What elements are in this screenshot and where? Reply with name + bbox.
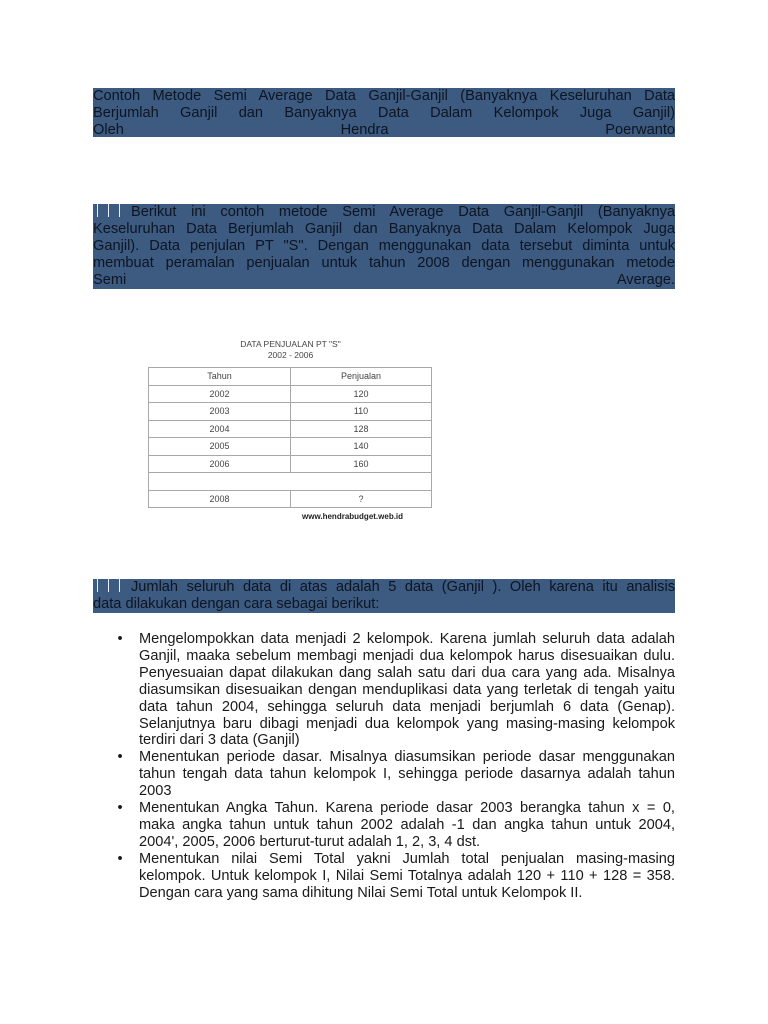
summary-line-1: [93, 579, 675, 596]
sales-table-figure: [148, 336, 433, 526]
table-row: [149, 403, 432, 421]
summary-line-2: data dilakukan dengan cara sebagai berikut:: [93, 596, 380, 612]
table-source-url: www.hendrabudget.web.id: [302, 512, 404, 521]
header-tahun: Tahun: [149, 368, 291, 386]
title-line-3: Oleh Hendra Poerwanto: [93, 122, 675, 138]
cell-sales: 140: [291, 438, 432, 456]
sales-table: [148, 367, 432, 508]
cell-year: 2004: [149, 420, 291, 438]
table-row: [149, 420, 432, 438]
bullet-icon: •: [117, 850, 123, 867]
cell-year: 2003: [149, 403, 291, 421]
table-caption-range: 2002 - 2006: [267, 350, 314, 360]
indent-marks-icon: [93, 204, 131, 217]
list-item-text: Mengelompokkan data menjadi 2 kelompok. Karena jumlah seluruh data adalah Ganjil, maaka sebelum membagi menjadi dua kelompok harus disesuaikan dulu. Penyesuaian dapat dilakukan dang salah satu dari dua cara yang ada. Misalnya diasumsikan disesuaikan dengan menduplikasi data yang terletak di tengah yaitu data tahun 2004, sehingga seluruh data menjadi berjumlah 6 data (Genap). Selanjutnya baru dibagi menjadi dua kelompok yang masing-masing kelompok terdiri dari 3 data (Ganjil): [139, 631, 675, 749]
title-line-1: Contoh Metode Semi Average Data Ganjil-Ganjil (Banyaknya Keseluruhan Data: [93, 88, 675, 104]
list-item: [115, 800, 675, 851]
intro-line-1: [93, 204, 675, 221]
table-row: [149, 385, 432, 403]
bullet-icon: •: [117, 800, 123, 817]
list-item: [115, 631, 675, 749]
intro-block: [93, 204, 675, 289]
cell-sales: 160: [291, 455, 432, 473]
cell-year: 2002: [149, 385, 291, 403]
bullet-icon: •: [117, 749, 123, 766]
intro-line-1-text: Berikut ini contoh metode Semi Average Data Ganjil-Ganjil (Banyaknya: [131, 204, 675, 220]
bullet-icon: •: [117, 631, 123, 647]
title-block: [93, 88, 675, 137]
list-item: [115, 749, 675, 800]
cell-sales: 120: [291, 385, 432, 403]
header-penjualan: Penjualan: [291, 368, 432, 386]
steps-list: [115, 631, 675, 902]
intro-line-5: Semi Average.: [93, 272, 675, 288]
table-caption-title: DATA PENJUALAN PT "S": [240, 339, 341, 349]
table-row-empty: [149, 473, 432, 491]
cell-year: 2006: [149, 455, 291, 473]
list-item-text: Menentukan nilai Semi Total yakni Jumlah total penjualan masing-masing kelompok. Untuk kelompok I, Nilai Semi Totalnya adalah 120 + 110 + 128 = 358. Dengan cara yang sama dihitung Nilai Semi Total untuk Kelompok II.: [139, 850, 675, 901]
cell-sales: 110: [291, 403, 432, 421]
intro-line-4: membuat peramalan penjualan untuk tahun 2008 dengan menggunakan metode: [93, 255, 675, 271]
title-line-2: Berjumlah Ganjil dan Banyaknya Data Dalam Kelompok Juga Ganjil): [93, 105, 675, 121]
table-row: [149, 490, 432, 508]
cell-sales: 128: [291, 420, 432, 438]
intro-line-2: Keseluruhan Data Berjumlah Ganjil dan Banyaknya Data Dalam Kelompok Juga: [93, 221, 675, 237]
table-row: [149, 438, 432, 456]
indent-marks-icon: [93, 579, 131, 592]
summary-line-1-text: Jumlah seluruh data di atas adalah 5 data (Ganjil ). Oleh karena itu analisis: [131, 579, 675, 595]
table-row: [149, 455, 432, 473]
intro-line-3: Ganjil). Data penjulan PT "S". Dengan menggunakan data tersebut diminta untuk: [93, 238, 675, 254]
table-header-row: [149, 368, 432, 386]
cell-year: 2005: [149, 438, 291, 456]
list-item: [115, 851, 675, 902]
summary-block: [93, 579, 675, 613]
list-item-text: Menentukan Angka Tahun. Karena periode dasar 2003 berangka tahun x = 0, maka angka tahun untuk tahun 2002 adalah -1 dan angka tahun untuk 2004, 2004', 2005, 2006 berturut-turut adalah 1, 2, 3, 4 dst.: [139, 800, 675, 850]
cell-sales: ?: [291, 490, 432, 508]
cell-empty: [149, 473, 432, 491]
cell-year: 2008: [149, 490, 291, 508]
list-item-text: Menentukan periode dasar. Misalnya diasumsikan periode dasar menggunakan tahun tengah data tahun kelompok I, sehingga periode dasarnya adalah tahun 2003: [139, 749, 675, 800]
